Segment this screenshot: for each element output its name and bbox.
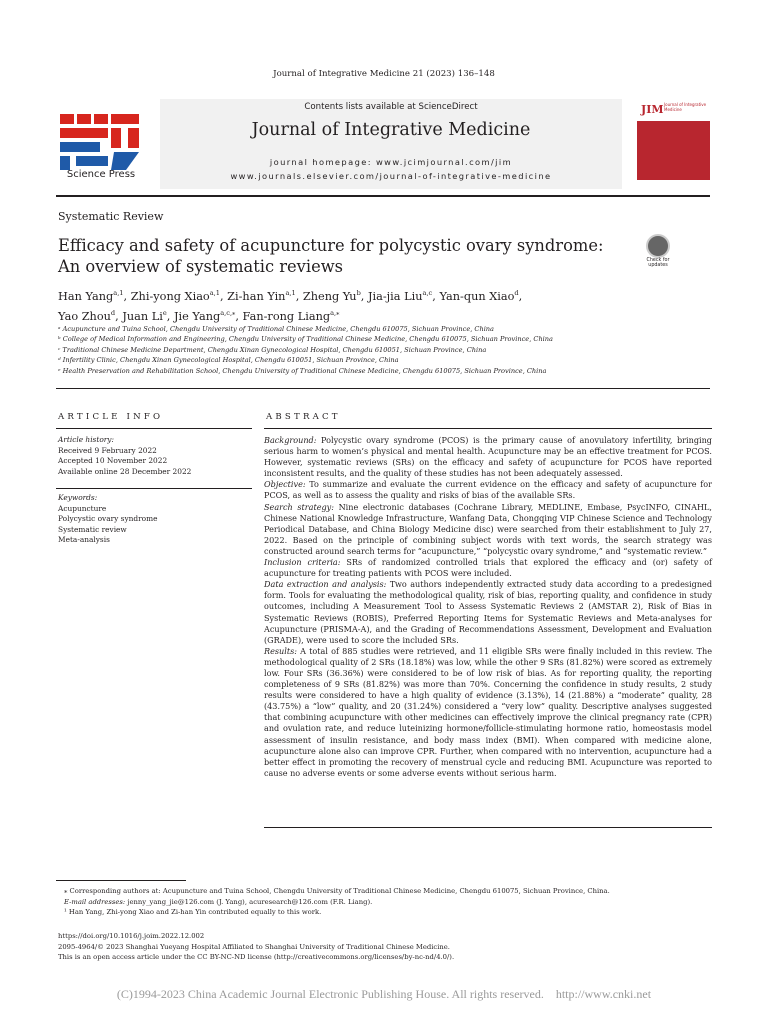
history-item: Accepted 10 November 2022: [58, 456, 168, 465]
email-footnote: [58, 897, 708, 908]
author-name[interactable]: Fan-rong Liang: [242, 310, 331, 324]
keywords-rule: [56, 488, 252, 489]
abstract-section-label: Search strategy:: [264, 501, 334, 512]
header-rule: [56, 195, 710, 197]
footnotes: [58, 886, 708, 918]
keyword-item: Systematic review: [58, 524, 127, 534]
author-name[interactable]: Yan-qun Xiao: [439, 289, 515, 303]
affiliation-item: ᵉ Health Preservation and Rehabilitation School, Chengdu University of Traditional Chinese Medicine, Chengdu 610075, Sichuan Province, China: [58, 366, 547, 375]
journal-title: Journal of Integrative Medicine: [251, 120, 531, 140]
cover-title: Journal of Integrative Medicine: [664, 102, 707, 112]
abstract-section-text: Two authors independently extracted study data according to a predesigned form. Tools for evaluating the methodological quality, risk of bias, reporting quality, and confidence in study outcomes, including A Measurement Tool to Assess Systematic Reviews 2 (AMSTAR 2), Risk of Bias in Systematic Reviews (ROBIS), Preferred Reporting Items for Systematic Reviews and Meta-analyses for Acupuncture (PRISMA-A), and the Grading of Recommendations Assessment, Development and Evaluation (GRADE), were used to score the included SRs.: [264, 579, 712, 645]
footnote-rule: [56, 880, 186, 881]
author-name[interactable]: Zhi-yong Xiao: [130, 289, 210, 303]
history-item: Available online 28 December 2022: [58, 466, 192, 476]
abstract-rule: [264, 428, 712, 429]
author-name[interactable]: Han Yang: [58, 289, 114, 303]
abstract-section-text: A total of 885 studies were retrieved, and 11 eligible SRs were finally included in this review. The methodological quality of 2 SRs (18.18%) was low, while the other 9 SRs (81.82%) were scored as extremely low. Four SRs (36.36%) were considered to be of low risk of bias. As for reporting quality, the reporting completeness of 9 SRs (81.82%) was more than 70%. Concerning the confidence in study results, 2 study results were considered to have a high quality of evidence (3.13%), 14 (21.88%) a “moderate” quality, 28 (43.75%) a “low” quality, and 20 (31.24%) considered a “very low” quality. Descriptive analyses suggested that combining acupuncture with other medicines can effectively improve the clinical pregnancy rate (CPR) and ovulation rate, and reduce luteinizing hormone/follicle-stimulating hormone ratio, homeostasis model assessment of insulin resistance, and body mass index (BMI). When compared with medicine alone, acupuncture alone also can improve CPR. Further, when compared with no intervention, acupuncture had a better effect in promoting the recovery of menstrual cycle and reducing BMI. Acupuncture was reported to cause no adverse events or some adverse events without serious harm.: [264, 645, 712, 778]
author-name[interactable]: Zi-han Yin: [227, 289, 286, 303]
copyright-line: 2095-4964/© 2023 Shanghai Yueyang Hospital Affiliated to Shanghai University of Traditional Chinese Medicine.: [58, 942, 450, 951]
author-affiliation-marker[interactable]: a,1: [285, 289, 296, 297]
affiliation-rule: [56, 388, 710, 389]
abstract-section-label: Results:: [264, 645, 297, 656]
doi-block: [58, 931, 708, 963]
abstract-end-rule: [264, 827, 712, 828]
author-separator: ,: [219, 289, 228, 303]
keywords-block: [58, 493, 258, 546]
author-name[interactable]: Zheng Yu: [302, 289, 357, 303]
license-line: This is an open access article under the CC BY-NC-ND license (http://creativecommons.org/licenses/by-nc-nd/4.0/).: [58, 953, 455, 962]
check-for-updates-button[interactable]: [640, 234, 676, 272]
author-separator: ,: [295, 289, 303, 303]
elsevier-link[interactable]: www.journals.elsevier.com/journal-of-integrative-medicine: [230, 171, 552, 181]
article-title-line1: Efficacy and safety of acupuncture for polycystic ovary syndrome:: [58, 236, 604, 255]
author-affiliation-marker[interactable]: d: [514, 289, 519, 297]
keyword-item: Meta-analysis: [58, 535, 110, 544]
check-updates-label: Check for updates: [646, 258, 670, 268]
abstract-body: [264, 435, 712, 779]
author-affiliation-marker[interactable]: d: [110, 309, 116, 318]
abstract-section-text: Nine electronic databases (Cochrane Library, MEDLINE, Embase, PsycINFO, CINAHL, Chinese National Knowledge Infrastructure, Wanfang Data, Chongqing VIP Chinese Science and Technology Periodical Database, and China Biology Medicine disc) were searched from their establishment to July 27, 2022. Based on the principle of combining subject words with text words, the search strategy was constructed around search terms for “acupuncture,” “polycystic ovary syndrome,” and “systematic review.”: [264, 501, 712, 556]
doi-link[interactable]: https://doi.org/10.1016/j.joim.2022.12.002: [58, 932, 205, 940]
article-info-rule: [56, 428, 252, 429]
abstract-section: [264, 579, 712, 646]
keyword-item: Polycystic ovary syndrome: [58, 514, 158, 523]
equal-contribution-footnote: ¹ Han Yang, Zhi-yong Xiao and Zi-han Yin contributed equally to this work.: [64, 908, 322, 917]
author-list: [58, 285, 708, 326]
publisher-name: Science Press: [66, 169, 136, 180]
abstract-section-label: Objective:: [264, 479, 306, 490]
abstract-section-label: Data extraction and analysis:: [264, 579, 387, 590]
author-separator: ,: [432, 289, 440, 303]
author-affiliation-marker[interactable]: a,c: [422, 289, 433, 297]
abstract-section-text: Polycystic ovary syndrome (PCOS) is the primary cause of anovulatory infertility, bringing serious harm to women’s physical and mental health. Acupuncture may be an effective treatment for PCOS. However, systematic reviews (SRs) on the efficacy and safety of acupuncture for PCOS have reported inconsistent results, and the quality of these studies has not been adequately assessed.: [264, 435, 712, 479]
check-updates-icon: [646, 234, 670, 258]
author-affiliation-marker[interactable]: a,1: [113, 289, 124, 297]
author-name[interactable]: Yao Zhou: [58, 310, 111, 324]
abstract-section-text: SRs of randomized controlled trials that explored the efficacy and (or) safety of acupuncture for treating patients with PCOS were included.: [264, 557, 712, 579]
author-affiliation-marker[interactable]: e: [162, 309, 167, 318]
author-separator: ,: [518, 289, 523, 303]
journal-homepage[interactable]: journal homepage: www.jcimjournal.com/jim: [269, 157, 513, 167]
author-separator: ,: [123, 289, 131, 303]
affiliation-item: ᵈ Infertility Clinic, Chengdu Xinan Gynecological Hospital, Chengdu 610051, Sichuan Province, China: [58, 356, 399, 365]
affiliation-list: [58, 324, 708, 376]
author-name[interactable]: Jie Yang: [173, 310, 221, 324]
abstract-section-text: To summarize and evaluate the current evidence on the efficacy and safety of acupuncture for PCOS, as well as to assess the quality and risks of bias of the available SRs.: [264, 479, 712, 501]
author-affiliation-marker[interactable]: a,c,⁎: [220, 309, 236, 318]
abstract-section: [264, 479, 712, 501]
author-affiliation-marker[interactable]: a,1: [209, 289, 220, 297]
cover-logo: JIM: [641, 103, 664, 116]
journal-cover-image: [637, 96, 710, 192]
contents-line: Contents lists available at ScienceDirect: [304, 102, 478, 112]
author-affiliation-marker[interactable]: b: [356, 289, 361, 297]
author-separator: ,: [166, 310, 174, 324]
abstract-section: [264, 646, 712, 779]
author-affiliation-marker[interactable]: a,⁎: [330, 309, 340, 318]
abstract-section: [264, 435, 712, 479]
keywords-label: Keywords:: [58, 493, 98, 502]
author-separator: ,: [115, 310, 123, 324]
cnki-watermark-footer: (C)1994-2023 China Academic Journal Electronic Publishing House. All rights reserved. http://www.cnki.net: [116, 987, 652, 1001]
author-separator: ,: [360, 289, 368, 303]
author-separator: ,: [235, 310, 243, 324]
article-history: [58, 435, 258, 477]
corresponding-footnote: ⁎ Corresponding authors at: Acupuncture and Tuina School, Chengdu University of Traditional Chinese Medicine, Chengdu 610075, Sichuan Province, China.: [64, 887, 610, 895]
article-info-heading: ARTICLE INFO: [58, 412, 164, 422]
history-item: Received 9 February 2022: [58, 445, 157, 455]
keyword-item: Acupuncture: [58, 503, 107, 513]
abstract-section: [264, 557, 712, 579]
article-title-line2: An overview of systematic reviews: [58, 257, 344, 276]
abstract-section: [264, 502, 712, 557]
affiliation-item: ᵇ College of Medical Information and Engineering, Chengdu University of Traditional Chinese Medicine, Chengdu 610075, Sichuan Province, China: [58, 335, 553, 344]
affiliation-item: ᵃ Acupuncture and Tuina School, Chengdu University of Traditional Chinese Medicine, Chengdu 610075, Sichuan Province, China: [58, 325, 494, 333]
author-name[interactable]: Jia-jia Liu: [367, 289, 423, 303]
article-type: Systematic Review: [58, 210, 164, 223]
history-label: Article history:: [58, 435, 114, 444]
email-addresses[interactable]: jenny_yang_jie@126.com (J. Yang), acuresearch@126.com (F.R. Liang).: [127, 897, 373, 906]
abstract-section-label: Background:: [264, 435, 317, 445]
affiliation-item: ᶜ Traditional Chinese Medicine Department, Chengdu Xinan Gynecological Hospital, Chengdu 610051, Sichuan Province, China: [58, 345, 487, 354]
journal-citation: Journal of Integrative Medicine 21 (2023) 136–148: [273, 69, 495, 79]
abstract-heading: ABSTRACT: [266, 412, 341, 422]
email-label: E-mail addresses:: [64, 897, 126, 906]
abstract-section-label: Inclusion criteria:: [264, 557, 341, 568]
article-title: [58, 235, 618, 277]
author-name[interactable]: Juan Li: [122, 310, 163, 324]
